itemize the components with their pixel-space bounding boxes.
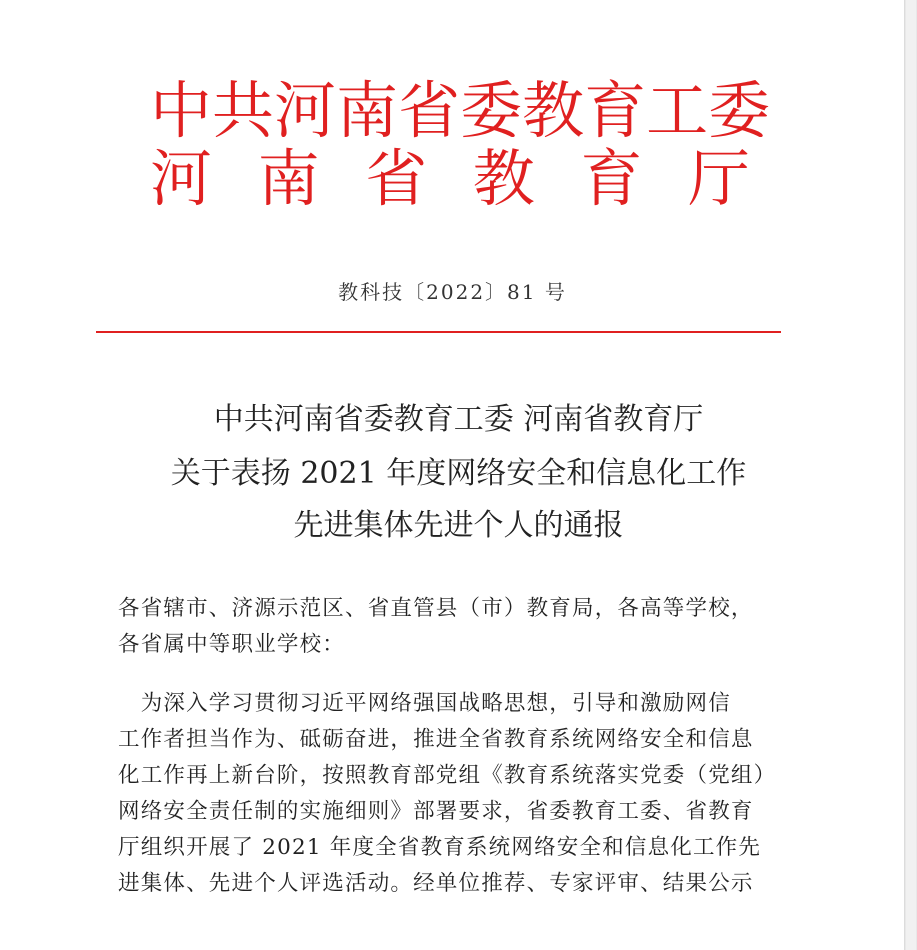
paragraph-line: 工作者担当作为、砥砺奋进，推进全省教育系统网络安全和信息 bbox=[118, 727, 754, 752]
header-char: 南 bbox=[257, 142, 320, 215]
paragraph-line: 进集体、先进个人评选活动。经单位推荐、专家评审、结果公示 bbox=[118, 871, 754, 896]
salutation-line-2: 各省属中等职业学校： bbox=[118, 632, 346, 657]
header-char: 委 bbox=[708, 74, 771, 147]
header-char: 共 bbox=[212, 74, 275, 147]
paragraph-line: 化工作再上新台阶，按照教育部党组《教育系统落实党委（党组） bbox=[118, 763, 777, 788]
salutation bbox=[118, 591, 806, 663]
header-char: 河 bbox=[274, 74, 337, 147]
body-paragraph bbox=[118, 686, 806, 902]
title-line-2: 关于表扬 2021 年度网络安全和信息化工作 bbox=[170, 456, 747, 491]
document-number: 教科技〔2022〕81 号 bbox=[338, 280, 567, 304]
title-line-1: 中共河南省委教育工委 河南省教育厅 bbox=[213, 402, 704, 437]
paragraph-line: 厅组织开展了 2021 年度全省教育系统网络安全和信息化工作先 bbox=[118, 835, 762, 860]
header-char: 中 bbox=[150, 74, 213, 147]
header-char: 育 bbox=[584, 74, 647, 147]
header-char: 工 bbox=[646, 74, 709, 147]
vertical-scrollbar[interactable] bbox=[904, 0, 917, 950]
header-char: 省 bbox=[365, 142, 428, 215]
header-char: 育 bbox=[580, 142, 643, 215]
issuer-header-line-2 bbox=[150, 142, 750, 215]
red-divider bbox=[96, 331, 781, 333]
issuer-header-line-1 bbox=[150, 74, 771, 147]
scrollbar-thumb[interactable] bbox=[906, 0, 916, 950]
header-char: 省 bbox=[398, 74, 461, 147]
paragraph-line: 为深入学习贯彻习近平网络强国战略思想，引导和激励网信 bbox=[118, 691, 731, 716]
header-char: 教 bbox=[472, 142, 535, 215]
title-line-3: 先进集体先进个人的通报 bbox=[293, 508, 624, 543]
header-char: 南 bbox=[336, 74, 399, 147]
paragraph-line: 网络安全责任制的实施细则》部署要求，省委教育工委、省教育 bbox=[118, 799, 754, 824]
header-char: 教 bbox=[522, 74, 585, 147]
header-char: 厅 bbox=[687, 142, 750, 215]
header-char: 委 bbox=[460, 74, 523, 147]
header-char: 河 bbox=[150, 142, 213, 215]
salutation-line-1: 各省辖市、济源示范区、省直管县（市）教育局，各高等学校， bbox=[118, 596, 754, 621]
